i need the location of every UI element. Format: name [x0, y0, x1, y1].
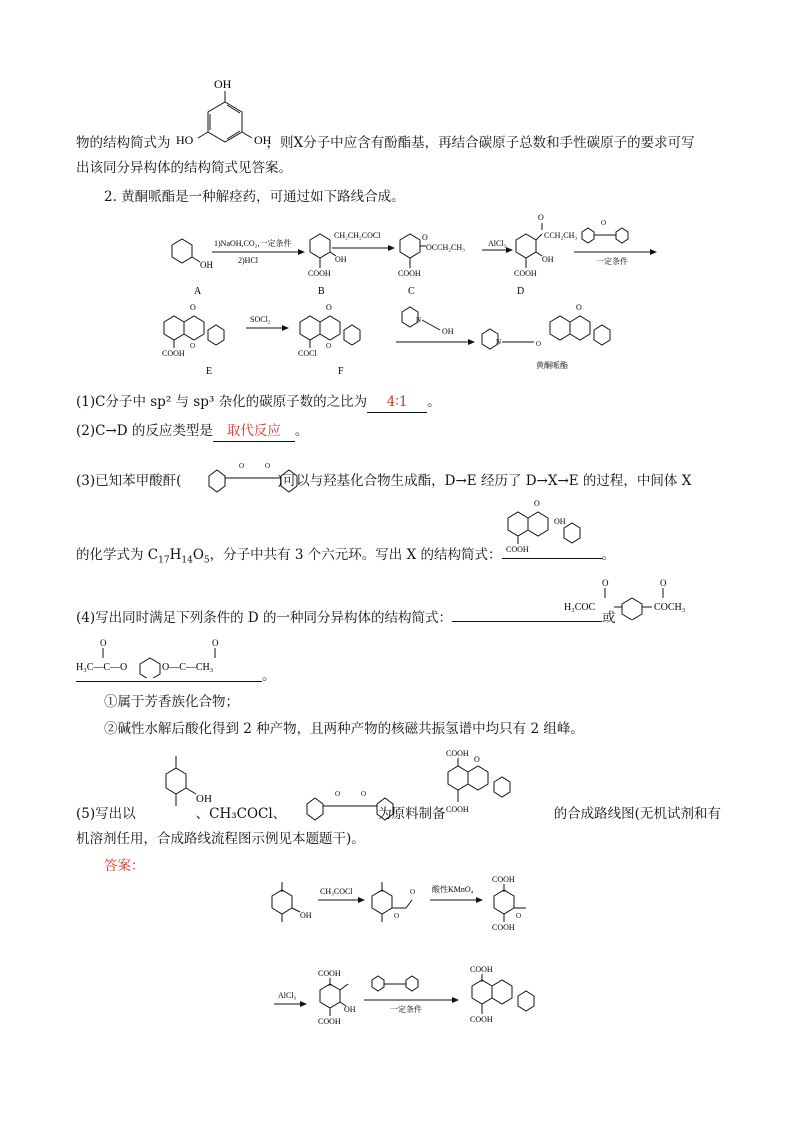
- svg-text:COOH: COOH: [162, 349, 185, 358]
- answer-underline: [76, 681, 262, 682]
- svg-text:COOH: COOH: [506, 545, 529, 554]
- svg-text:H₃C—C—O: H₃C—C—O: [76, 662, 128, 673]
- condition-1: ①属于芳香族化合物；: [104, 694, 239, 710]
- label-c: C: [408, 286, 415, 297]
- svg-text:O: O: [212, 638, 219, 648]
- svg-text:COOH: COOH: [398, 269, 421, 278]
- svg-text:COOH: COOH: [470, 1015, 493, 1024]
- svg-text:O: O: [265, 462, 271, 470]
- svg-text:COOH: COOH: [492, 875, 515, 884]
- svg-text:COOH: COOH: [514, 269, 537, 278]
- svg-text:O: O: [516, 912, 522, 920]
- label-f: F: [338, 366, 344, 377]
- svg-text:O: O: [602, 578, 609, 588]
- intro-prefix: 物的结构简式为: [76, 135, 171, 151]
- svg-text:COCH₃: COCH₃: [654, 602, 686, 613]
- svg-text:H₃COC: H₃COC: [564, 602, 596, 613]
- svg-text:AlCl₃: AlCl₃: [278, 991, 297, 1000]
- final-product-name: 黄酮哌酯: [536, 361, 568, 370]
- svg-text:COCl: COCl: [298, 349, 317, 358]
- answer-scheme: [260, 872, 580, 1052]
- target-flavone-structure: [438, 744, 548, 830]
- svg-text:COOH: COOH: [446, 749, 469, 758]
- svg-text:OH: OH: [344, 1005, 356, 1014]
- isomer-answer-2: [76, 634, 276, 678]
- svg-text:OCCH₂CH₃: OCCH₂CH₃: [426, 243, 465, 252]
- svg-text:SOCl₂: SOCl₂: [250, 315, 271, 324]
- answer-label: 答案：: [104, 858, 145, 874]
- answer-2: 取代反应: [213, 421, 295, 442]
- answer-1: 4∶1: [367, 392, 427, 413]
- part-1: (1)C分子中 sp² 与 sp³ 杂化的碳原子数的之比为 4∶1 。: [76, 392, 441, 413]
- svg-text:OH: OH: [542, 255, 554, 264]
- svg-text:OH: OH: [196, 793, 212, 805]
- svg-text:O: O: [394, 912, 400, 920]
- label-d: D: [517, 286, 525, 297]
- oh-label: OH: [214, 77, 232, 91]
- svg-text:O: O: [190, 342, 196, 350]
- svg-text:2)HCl: 2)HCl: [238, 256, 258, 265]
- isomer-answer-1: [560, 574, 710, 620]
- svg-text:O: O: [474, 755, 480, 764]
- part-3-line-2: 的化学式为 $C_{17}H_{14}O_5$，分子中共有 3 个六元环。写出 X 的结构简式： 。: [76, 547, 615, 566]
- svg-text:COOH: COOH: [446, 805, 469, 814]
- svg-text:OH: OH: [335, 255, 347, 264]
- svg-text:OH: OH: [300, 911, 312, 920]
- svg-text:O: O: [410, 888, 416, 896]
- svg-text:O: O: [239, 462, 245, 470]
- part-4-line-1: (4)写出同时满足下列条件的 D 的一种同分异构体的结构简式： 或: [76, 610, 616, 626]
- ho-label: HO: [176, 133, 194, 147]
- svg-text:COOH: COOH: [318, 1017, 341, 1026]
- intro-suffix: ，则X分子中应含有酚酯基，再结合碳原子总数和手性碳原子的要求可写: [266, 135, 695, 151]
- condition-2: ②碱性水解后酸化得到 2 种产物，且两种产物的核磁共振氢谱中均只有 2 组峰。: [104, 721, 584, 737]
- benzoic-anhydride-reagent: [303, 786, 399, 822]
- svg-text:CH₂CH₂COCl: CH₂CH₂COCl: [334, 231, 381, 240]
- svg-text:O: O: [190, 303, 196, 312]
- svg-text:OH: OH: [442, 327, 454, 336]
- part-4-end: 。: [262, 668, 276, 684]
- oh-label: OH: [254, 133, 272, 147]
- svg-text:CH₃COCl: CH₃COCl: [320, 887, 353, 896]
- svg-text:酸性KMnO₄: 酸性KMnO₄: [432, 885, 474, 894]
- svg-text:AlCl₃: AlCl₃: [488, 239, 507, 248]
- svg-text:O—C—CH₃: O—C—CH₃: [162, 662, 214, 673]
- benzoic-anhydride-icon: [205, 458, 303, 494]
- cresol-structure: [152, 752, 222, 824]
- svg-text:O: O: [601, 219, 607, 227]
- label-e: E: [206, 366, 213, 377]
- part-5-line-1: (5)写出以 、CH₃COCl、 为原料制备 的合成路线图(无机试剂和有: [76, 806, 721, 822]
- svg-text:O: O: [538, 213, 544, 222]
- svg-text:N: N: [496, 338, 502, 346]
- intermediate-x-structure: [500, 494, 610, 560]
- svg-text:O: O: [534, 499, 540, 508]
- intro-line-2: 出该同分异构体的结构简式见答案。: [76, 160, 292, 176]
- svg-text:COOH: COOH: [308, 269, 331, 278]
- part-3-line-1: (3)已知苯甲酸酐( )可以与羟基化合物生成酯，D→E 经历了 D→X→E 的过程，中间体 X: [76, 473, 692, 489]
- label-b: B: [318, 286, 325, 297]
- svg-text:OH: OH: [200, 260, 213, 270]
- svg-text:OH: OH: [554, 517, 566, 526]
- svg-text:COOH: COOH: [470, 965, 493, 974]
- part-5-line-2: 机溶剂任用，合成路线流程图示例见本题题干)。: [76, 831, 365, 847]
- svg-text:O: O: [576, 303, 582, 312]
- svg-text:N: N: [416, 316, 422, 324]
- svg-text:CCH₂CH₃: CCH₂CH₃: [544, 231, 578, 240]
- svg-text:O: O: [660, 578, 667, 588]
- svg-text:O: O: [422, 233, 428, 242]
- svg-text:O: O: [361, 790, 367, 798]
- svg-text:COOH: COOH: [492, 923, 515, 932]
- svg-text:O: O: [326, 342, 332, 350]
- svg-text:O: O: [326, 303, 332, 312]
- svg-text:O: O: [100, 638, 107, 648]
- intro-line-1: [76, 133, 695, 153]
- svg-text:O: O: [335, 790, 341, 798]
- synthesis-scheme-row-2: [150, 300, 650, 380]
- question-title: 2. 黄酮哌酯是一种解痉药，可通过如下路线合成。: [104, 189, 405, 205]
- svg-text:1)NaOH,CO₂,一定条件: 1)NaOH,CO₂,一定条件: [214, 239, 292, 248]
- svg-text:一定条件: 一定条件: [596, 257, 628, 266]
- part-2: (2)C→D 的反应类型是 取代反应 。: [76, 421, 308, 442]
- label-a: A: [194, 286, 202, 297]
- synthesis-scheme-row-1: [150, 210, 670, 300]
- svg-text:一定条件: 一定条件: [390, 1005, 422, 1014]
- svg-text:COOH: COOH: [318, 969, 341, 978]
- svg-text:O: O: [536, 340, 542, 348]
